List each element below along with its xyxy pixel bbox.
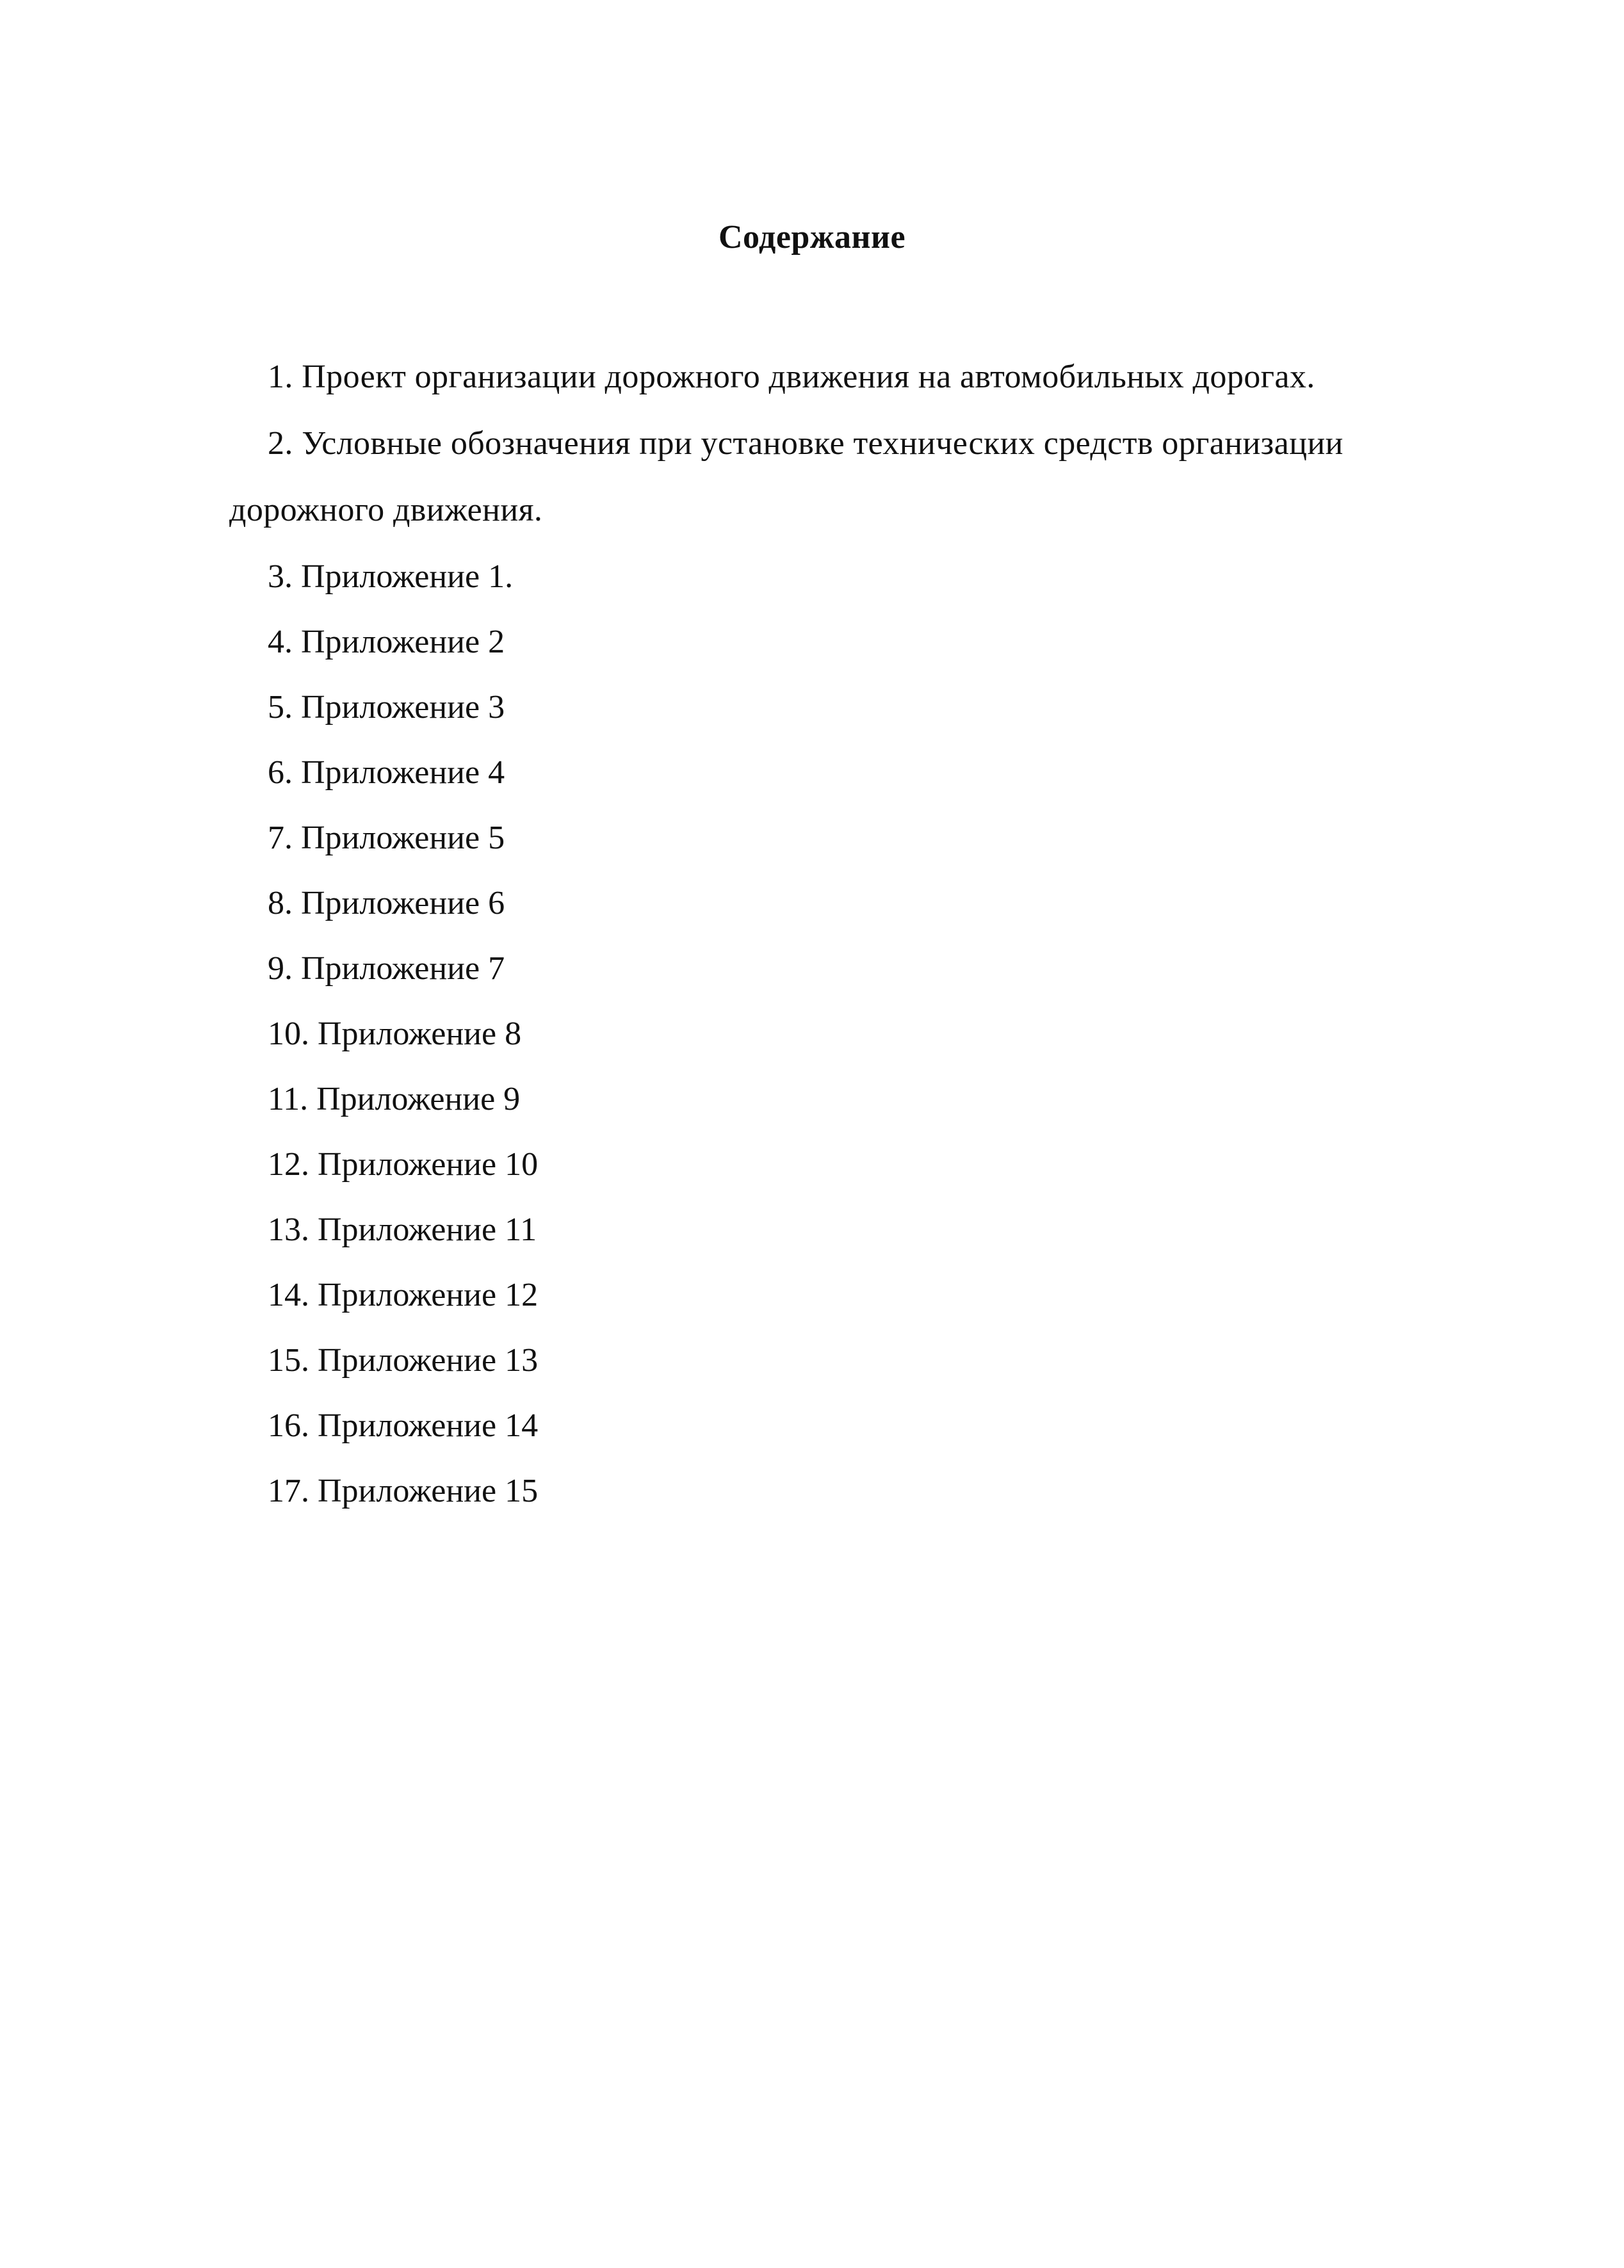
toc-entry-8 bbox=[268, 882, 505, 925]
toc-entry-text: Приложение 11 bbox=[318, 1211, 537, 1248]
toc-entry-text: Приложение 8 bbox=[318, 1016, 522, 1052]
toc-entry-number: 7. bbox=[268, 820, 293, 856]
toc-entry-number: 10. bbox=[268, 1016, 309, 1052]
toc-entry-number: 5. bbox=[268, 689, 293, 725]
toc-entry-5 bbox=[268, 686, 505, 729]
toc-entry-text: Условные обозначения при установке технических средств организации bbox=[302, 425, 1344, 462]
toc-entry-text: Приложение 7 bbox=[301, 950, 505, 987]
page-title: Содержание bbox=[718, 219, 906, 255]
toc-entry-1 bbox=[268, 356, 1315, 398]
toc-entry-text: Приложение 9 bbox=[316, 1081, 521, 1117]
toc-entry-number: 17. bbox=[268, 1473, 309, 1509]
toc-entry-13 bbox=[268, 1209, 537, 1251]
toc-entry-9 bbox=[268, 948, 505, 990]
toc-entry-number: 6. bbox=[268, 754, 293, 791]
toc-entry-text: Приложение 4 bbox=[301, 754, 505, 791]
toc-entry-number: 14. bbox=[268, 1277, 309, 1313]
toc-entry-7 bbox=[268, 817, 505, 859]
toc-entry-number: 1. bbox=[268, 359, 293, 395]
toc-entry-6 bbox=[268, 752, 505, 794]
toc-entry-16 bbox=[268, 1405, 538, 1447]
toc-entry-number: 9. bbox=[268, 950, 293, 987]
toc-entry-text: Приложение 12 bbox=[318, 1277, 539, 1313]
toc-entry-number: 2. bbox=[268, 425, 293, 462]
toc-entry-text: Приложение 5 bbox=[301, 820, 505, 856]
toc-entry-number: 3. bbox=[268, 558, 293, 595]
toc-entry-number: 12. bbox=[268, 1146, 309, 1183]
toc-entry-number: 16. bbox=[268, 1407, 309, 1444]
toc-entry-number: 4. bbox=[268, 624, 293, 660]
toc-entry-text: Приложение 15 bbox=[318, 1473, 539, 1509]
toc-entry-number: 15. bbox=[268, 1342, 309, 1379]
toc-entry-3 bbox=[268, 556, 513, 598]
toc-entry-number: 13. bbox=[268, 1211, 309, 1248]
toc-entry-text: Приложение 14 bbox=[318, 1407, 539, 1444]
toc-entry-4 bbox=[268, 621, 505, 663]
toc-entry-2-continuation: дорожного движения. bbox=[229, 492, 543, 528]
toc-entry-text: Приложение 2 bbox=[301, 624, 505, 660]
toc-entry-2 bbox=[268, 423, 1344, 465]
toc-entry-17 bbox=[268, 1470, 538, 1512]
toc-entry-text: Приложение 10 bbox=[318, 1146, 539, 1183]
toc-entry-text: Проект организации дорожного движения на автомобильных дорогах. bbox=[302, 359, 1315, 395]
toc-entry-text: Приложение 6 bbox=[301, 885, 505, 921]
toc-entry-15 bbox=[268, 1340, 538, 1382]
toc-entry-12 bbox=[268, 1144, 538, 1186]
toc-entry-text: Приложение 1. bbox=[301, 558, 514, 595]
toc-entry-number: 11. bbox=[268, 1081, 309, 1117]
toc-entry-text: Приложение 3 bbox=[301, 689, 505, 725]
toc-entry-14 bbox=[268, 1274, 538, 1316]
toc-entry-number: 8. bbox=[268, 885, 293, 921]
toc-entry-10 bbox=[268, 1013, 521, 1055]
toc-entry-text: Приложение 13 bbox=[318, 1342, 539, 1379]
toc-entry-11 bbox=[268, 1078, 520, 1121]
